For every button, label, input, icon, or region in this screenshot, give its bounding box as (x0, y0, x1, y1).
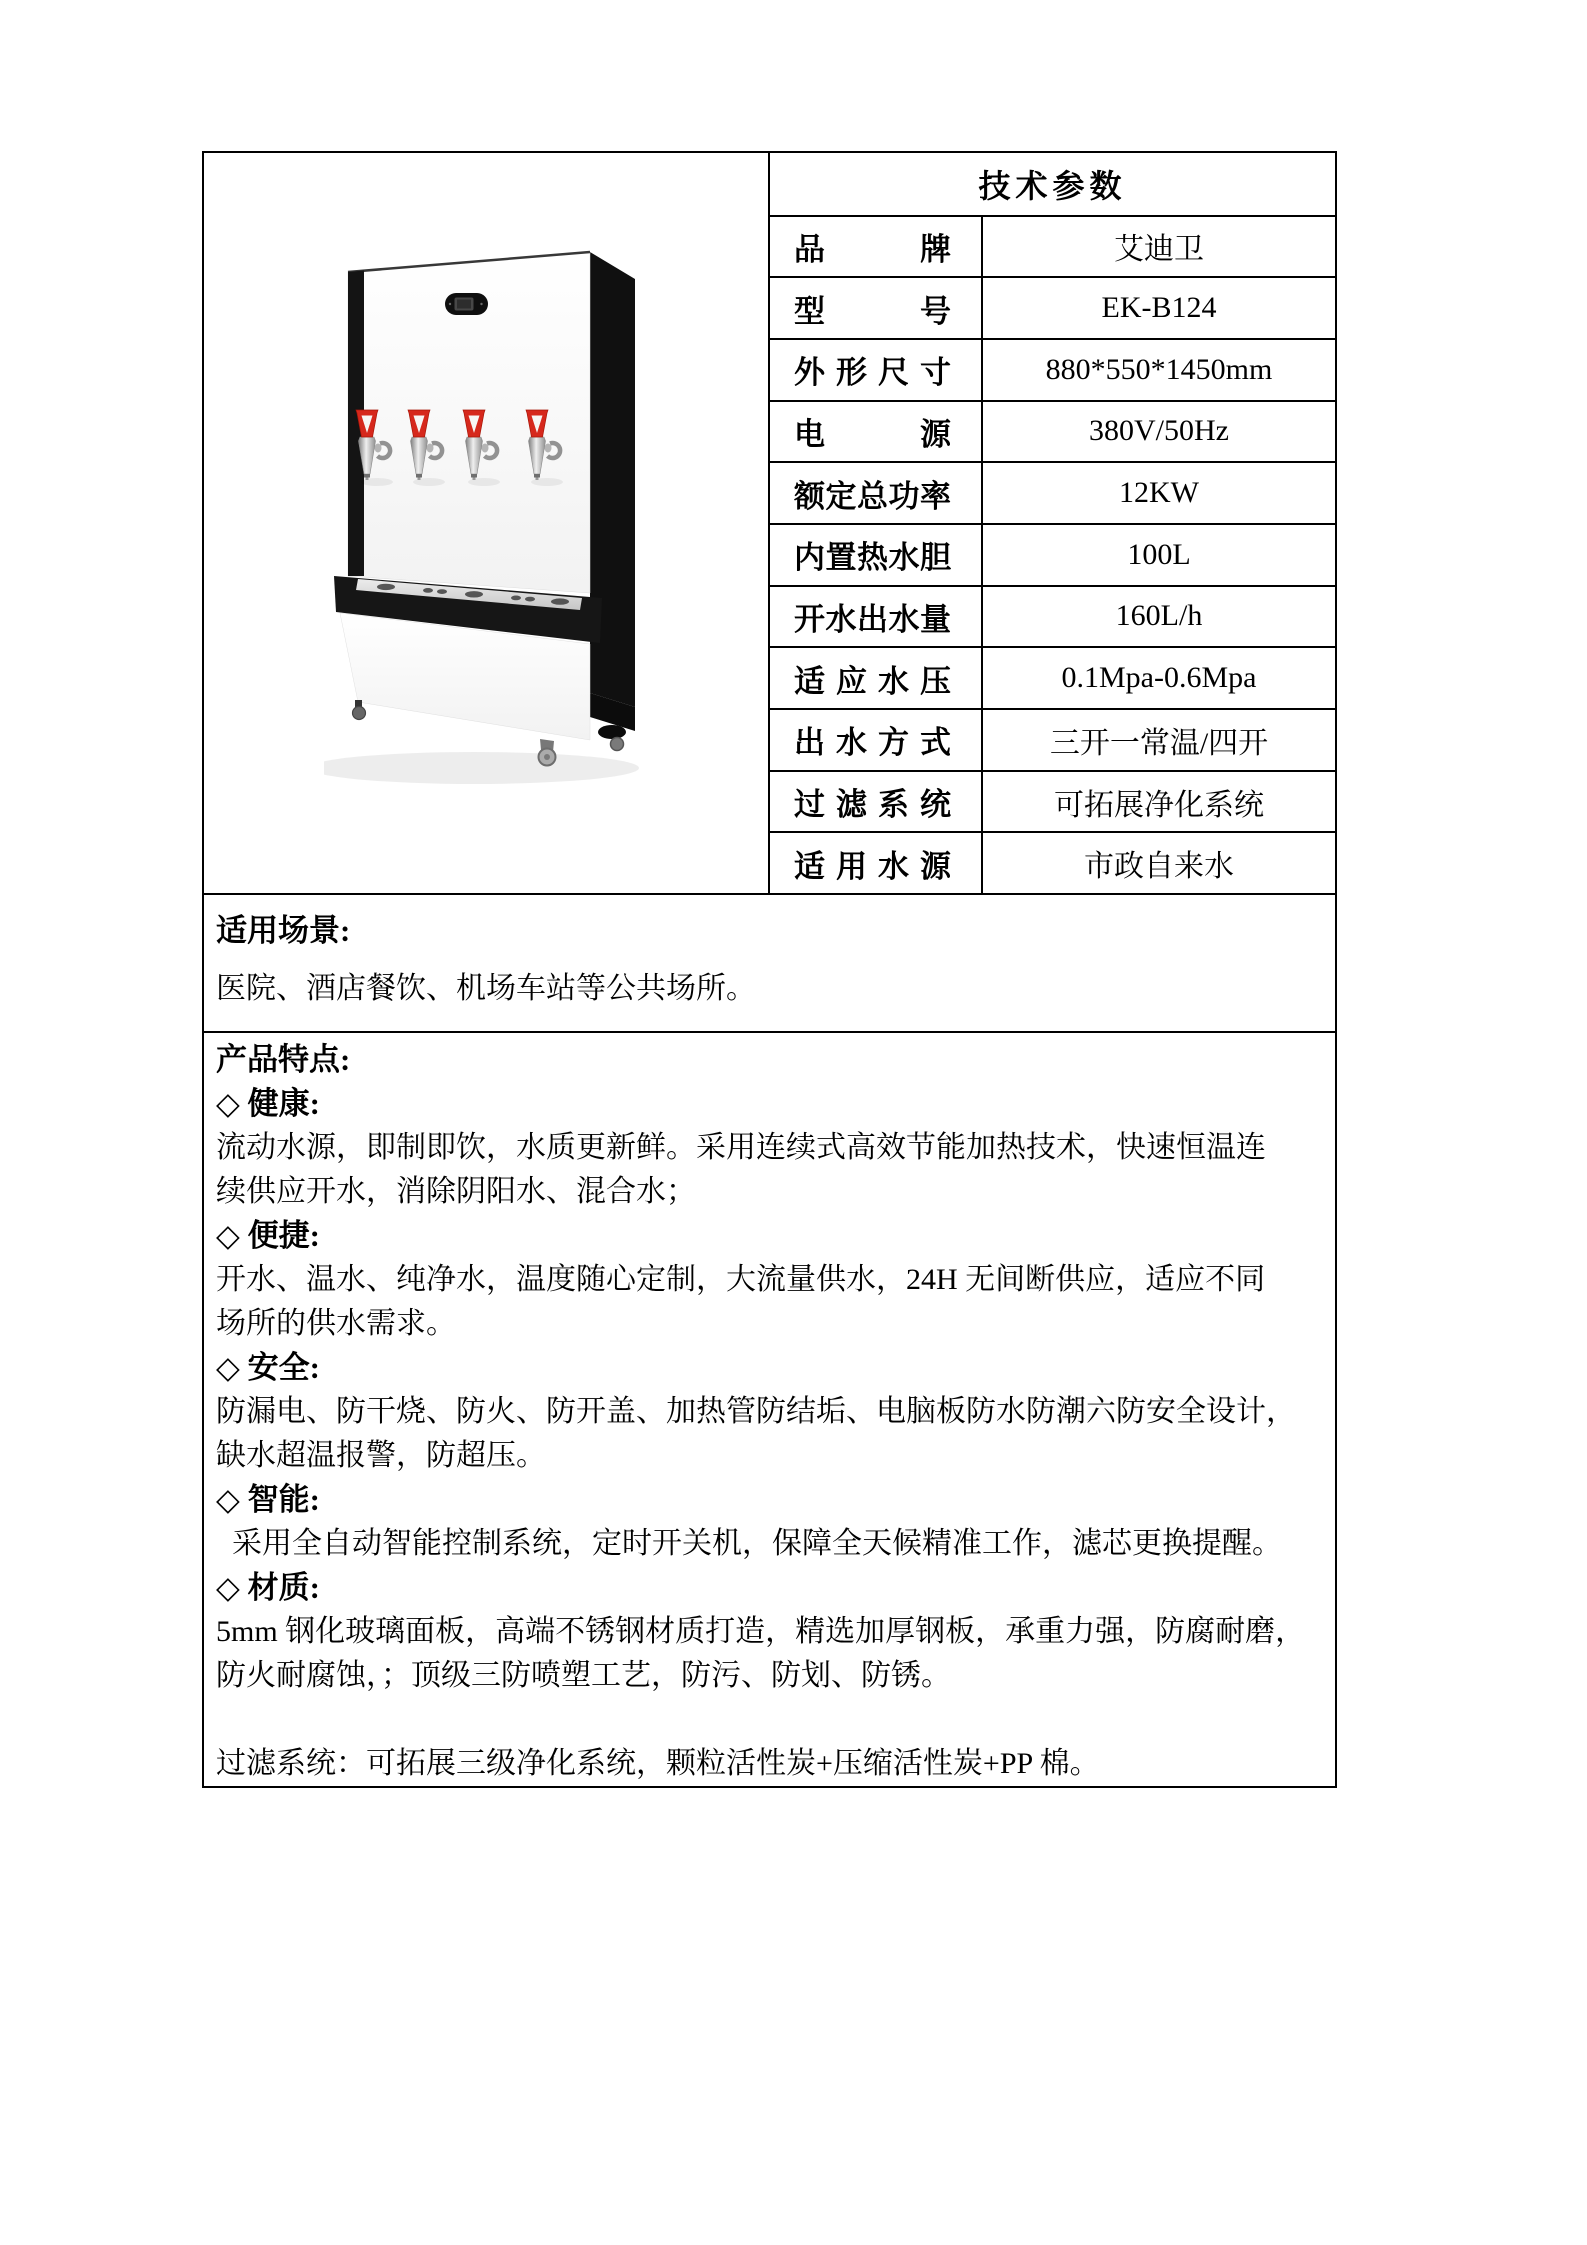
spec-value: 市政自来水 (1084, 850, 1234, 884)
feature-text-line: 5mm 钢化玻璃面板，高端不锈钢材质打造，精选加厚钢板，承重力强，防腐耐磨， (216, 1615, 1306, 1648)
spec-table-rows (770, 217, 1335, 894)
spec-row (770, 525, 1335, 587)
spec-value: 艾迪卫 (1114, 233, 1204, 267)
feature-subheading: ◇ 智能: (216, 1482, 320, 1517)
spec-value: 12KW (1119, 476, 1199, 510)
spec-label (770, 772, 983, 832)
spec-row (770, 833, 1335, 893)
spec-row (770, 710, 1335, 772)
feature-subheading: ◇ 便捷: (216, 1218, 320, 1253)
feature-text-line: 防火耐腐蚀，；顶级三防喷塑工艺，防污、防划、防锈。 (216, 1659, 951, 1692)
spec-table-header: 技术参数 (770, 153, 1335, 217)
feature-text-line (216, 1698, 1321, 1742)
spec-value: 三开一常温/四开 (1049, 726, 1269, 760)
feature-text-line: 开水、温水、纯净水，温度随心定制，大流量供水，24H 无间断供应，适应不同 (216, 1263, 1266, 1296)
spec-label (770, 525, 983, 585)
spec-value: 0.1Mpa-0.6Mpa (1061, 661, 1257, 695)
spec-label (770, 278, 983, 338)
scene-heading: 适用场景: (216, 913, 351, 948)
scene-body: 医院、酒店餐饮、机场车站等公共场所。 (216, 972, 756, 1005)
spec-row (770, 278, 1335, 340)
spec-value: 可拓展净化系统 (1054, 788, 1264, 822)
feature-subheading: ◇ 健康: (216, 1086, 320, 1121)
spec-row (770, 648, 1335, 710)
spec-label-text: 出水方式 (794, 725, 951, 761)
spec-label-text: 开水出水量 (794, 601, 951, 637)
spec-row (770, 217, 1335, 279)
spec-label-text: 外形尺寸 (794, 355, 951, 391)
spec-label-text: 过滤系统 (794, 787, 951, 823)
feature-text-line: 过滤系统：可拓展三级净化系统，颗粒活性炭+压缩活性炭+PP 棉。 (216, 1747, 1100, 1780)
spec-label-text: 内置热水胆 (794, 540, 951, 576)
top-section (204, 153, 1335, 893)
spec-label (770, 710, 983, 770)
spec-label (770, 217, 983, 277)
spec-row (770, 772, 1335, 834)
spec-label (770, 463, 983, 523)
water-boiler-illustration (324, 243, 654, 843)
feature-text-line: 流动水源，即制即饮，水质更新鲜。采用连续式高效节能加热技术，快速恒温连 (216, 1131, 1266, 1164)
feature-subheading: ◇ 安全: (216, 1350, 320, 1385)
spec-label-text: 品牌 (794, 231, 951, 267)
spec-label (770, 340, 983, 400)
feature-text-line: 续供应开水，消除阴阳水、混合水； (216, 1175, 696, 1208)
spec-label (770, 587, 983, 647)
spec-label (770, 402, 983, 462)
spec-table (770, 153, 1335, 893)
spec-label-text: 额定总功率 (794, 478, 951, 514)
features-heading: 产品特点: (216, 1042, 351, 1077)
product-spec-document (202, 151, 1337, 1788)
product-photo-cell (204, 153, 770, 893)
spec-label-text: 电源 (794, 416, 951, 452)
spec-row (770, 340, 1335, 402)
feature-text-line: 防漏电、防干烧、防火、防开盖、加热管防结垢、电脑板防水防潮六防安全设计， (216, 1395, 1296, 1428)
spec-label-text: 适应水压 (794, 663, 951, 699)
spec-value: EK-B124 (1101, 291, 1217, 325)
feature-subheading: ◇ 材质: (216, 1570, 320, 1605)
spec-row (770, 463, 1335, 525)
feature-text-line: 采用全自动智能控制系统，定时开关机，保障全天候精准工作，滤芯更换提醒。 (232, 1527, 1282, 1560)
features-body (216, 1082, 1321, 1786)
spec-label-text: 适用水源 (794, 848, 951, 884)
spec-label-text: 型号 (794, 293, 951, 329)
spec-value: 160L/h (1115, 599, 1203, 633)
spec-value: 380V/50Hz (1089, 414, 1229, 448)
spec-value: 880*550*1450mm (1045, 352, 1273, 386)
feature-text-line: 缺水超温报警，防超压。 (216, 1439, 546, 1472)
features-section (204, 1031, 1335, 1786)
spec-row (770, 587, 1335, 649)
scene-section (204, 893, 1335, 1031)
spec-row (770, 402, 1335, 464)
spec-value: 100L (1127, 537, 1191, 571)
spec-label (770, 648, 983, 708)
spec-label (770, 833, 983, 893)
feature-text-line: 场所的供水需求。 (216, 1307, 456, 1340)
